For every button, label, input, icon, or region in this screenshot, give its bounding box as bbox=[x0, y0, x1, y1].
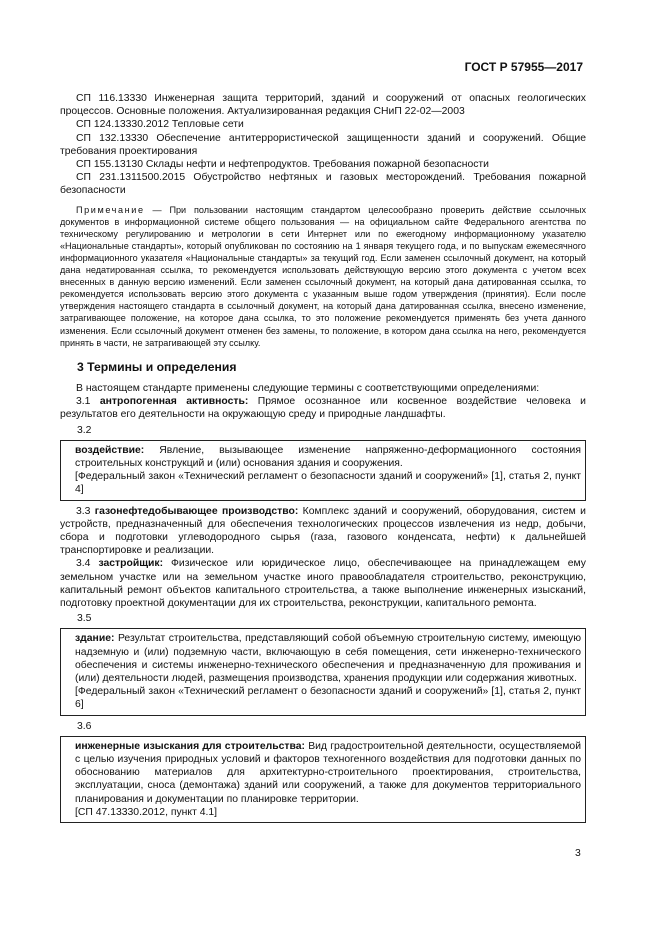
page-body bbox=[60, 92, 586, 827]
term-definition: Результат строительства, представляющий собой объемную строительную систему, имеющую надземную и (или) подземную части, включающую в себя помещения, сети инженерно-технического обеспечения и системы инженерно-технического обеспечения и предназначенную для проживания и (или) деятельности людей, размещения производства, хранения продукции или содержания животных. bbox=[75, 633, 581, 685]
term-source: [СП 47.13330.2012, пункт 4.1] bbox=[75, 806, 218, 818]
page-number: 3 bbox=[575, 848, 581, 859]
term-number: 3.3 bbox=[76, 505, 95, 517]
term-3-1 bbox=[60, 395, 586, 421]
reference-item: СП 231.1311500.2015 Обустройство нефтяных и газовых месторождений. Требования пожарной безопасности bbox=[60, 172, 586, 197]
reference-item: СП 124.13330.2012 Тепловые сети bbox=[76, 119, 244, 131]
term-3-6 bbox=[75, 740, 581, 806]
reference-item: СП 116.13330 Инженерная защита территорий, зданий и сооружений от опасных геологических процессов. Основные положения. Актуализированная редакция СНиП 22-02—2003 bbox=[60, 93, 586, 118]
term-number: 3.5 bbox=[77, 613, 92, 625]
section-intro: В настоящем стандарте применены следующие термины с соответствующими определениями: bbox=[76, 382, 540, 394]
term-name: инженерные изыскания для строительства: bbox=[75, 740, 305, 752]
reference-item: СП 155.13130 Склады нефти и нефтепродуктов. Требования пожарной безопасности bbox=[76, 159, 489, 171]
note-paragraph bbox=[60, 204, 586, 349]
term-number: 3.1 bbox=[76, 396, 100, 408]
term-number: 3.4 bbox=[76, 558, 99, 570]
note-label: Примечание bbox=[76, 204, 145, 215]
section-title: 3 Термины и определения bbox=[77, 359, 237, 374]
term-source: [Федеральный закон «Технический регламент о безопасности зданий и сооружений» [1], статья 2, пункт 4] bbox=[75, 471, 581, 496]
term-name: здание: bbox=[75, 633, 115, 645]
term-source: [Федеральный закон «Технический регламент о безопасности зданий и сооружений» [1], статья 2, пункт 6] bbox=[75, 686, 581, 711]
term-name: антропогенная активность: bbox=[99, 396, 249, 408]
note-text: — При пользовании настоящим стандартом целесообразно проверить действие ссылочных документов в информационной системе общего пользования — на официальном сайте Федерального агентства по техническому регулированию и метрологии в сети Интернет или по ежегодному информационному указателю «Национальные стандарты», который опубликован по состоянию на 1 января текущего года, и по выпускам ежемесячного информационного указателя «Национальные стандарты» за текущий год. Если заменен ссылочный документ, на который дана недатированная ссылка, то рекомендуется использовать действующую версию этого документа с учетом всех внесенных в данную версию изменений. Если заменен ссылочный документ, на который дана датированная ссылка, то рекомендуется использовать версию этого документа с указанным выше годом утверждения (принятия). Если после утверждения настоящего стандарта в ссылочный документ, на который дана датированная ссылка, внесено изменение, затрагивающее положение, на которое дана ссылка, то это положение рекомендуется применять без учета данного изменения. Если ссылочный документ отменен без замены, то положение, в котором дана ссылка на него, рекомендуется принять в части, не затрагивающей эту ссылку. bbox=[60, 204, 586, 348]
term-3-4 bbox=[60, 557, 586, 610]
term-definition: Явление, вызывающее изменение напряженно-деформационного состояния строительных конструкций и (или) основания здания и сооружения. bbox=[75, 444, 581, 469]
term-number: 3.2 bbox=[77, 424, 92, 436]
term-name: газонефтедобывающее производство: bbox=[94, 505, 299, 517]
term-3-5 bbox=[75, 632, 581, 685]
term-definition: Прямое осознанное или косвенное воздействие человека и результатов его деятельности на окружающую среду и природные ландшафты. bbox=[60, 396, 586, 421]
term-box-3-2 bbox=[60, 440, 586, 501]
term-box-3-6 bbox=[60, 736, 586, 823]
reference-item: СП 132.13330 Обеспечение антитеррористической защищенности зданий и сооружений. Общие требования проектирования bbox=[60, 132, 586, 157]
term-definition: Комплекс зданий и сооружений, оборудования, систем и устройств, предназначенный для обеспечения технологических процессов извлечения из недр, добычи, сбора и подготовки углеводородного сырья (газа, газового конденсата, нефти) к дальнейшей транспортировке и реализации. bbox=[60, 505, 586, 557]
term-definition: Вид градостроительной деятельности, осуществляемой с целью изучения природных условий и факторов техногенного воздействия для подготовки данных по обоснованию материалов для архитектурно-строительного проектирования, строительства, эксплуатации, сноса (демонтажа) зданий или сооружений, а также для документов территориального планирования и документации по планировке территории. bbox=[75, 740, 582, 805]
term-3-3 bbox=[60, 505, 586, 558]
term-box-3-5 bbox=[60, 628, 586, 715]
term-definition: Физическое или юридическое лицо, обеспечивающее на принадлежащем ему земельном участке или на земельном участке иного правообладателя строительство, реконструкцию, капитальный ремонт объектов капитального строительства, а также выполнение инженерных изысканий, подготовку проектной документации для их строительства, реконструкции, капитального ремонта. bbox=[60, 558, 586, 609]
term-name: воздействие: bbox=[75, 444, 145, 456]
term-number: 3.6 bbox=[77, 720, 92, 732]
term-3-2 bbox=[75, 444, 581, 470]
term-name: застройщик: bbox=[98, 558, 164, 570]
document-header: ГОСТ Р 57955—2017 bbox=[464, 60, 583, 74]
